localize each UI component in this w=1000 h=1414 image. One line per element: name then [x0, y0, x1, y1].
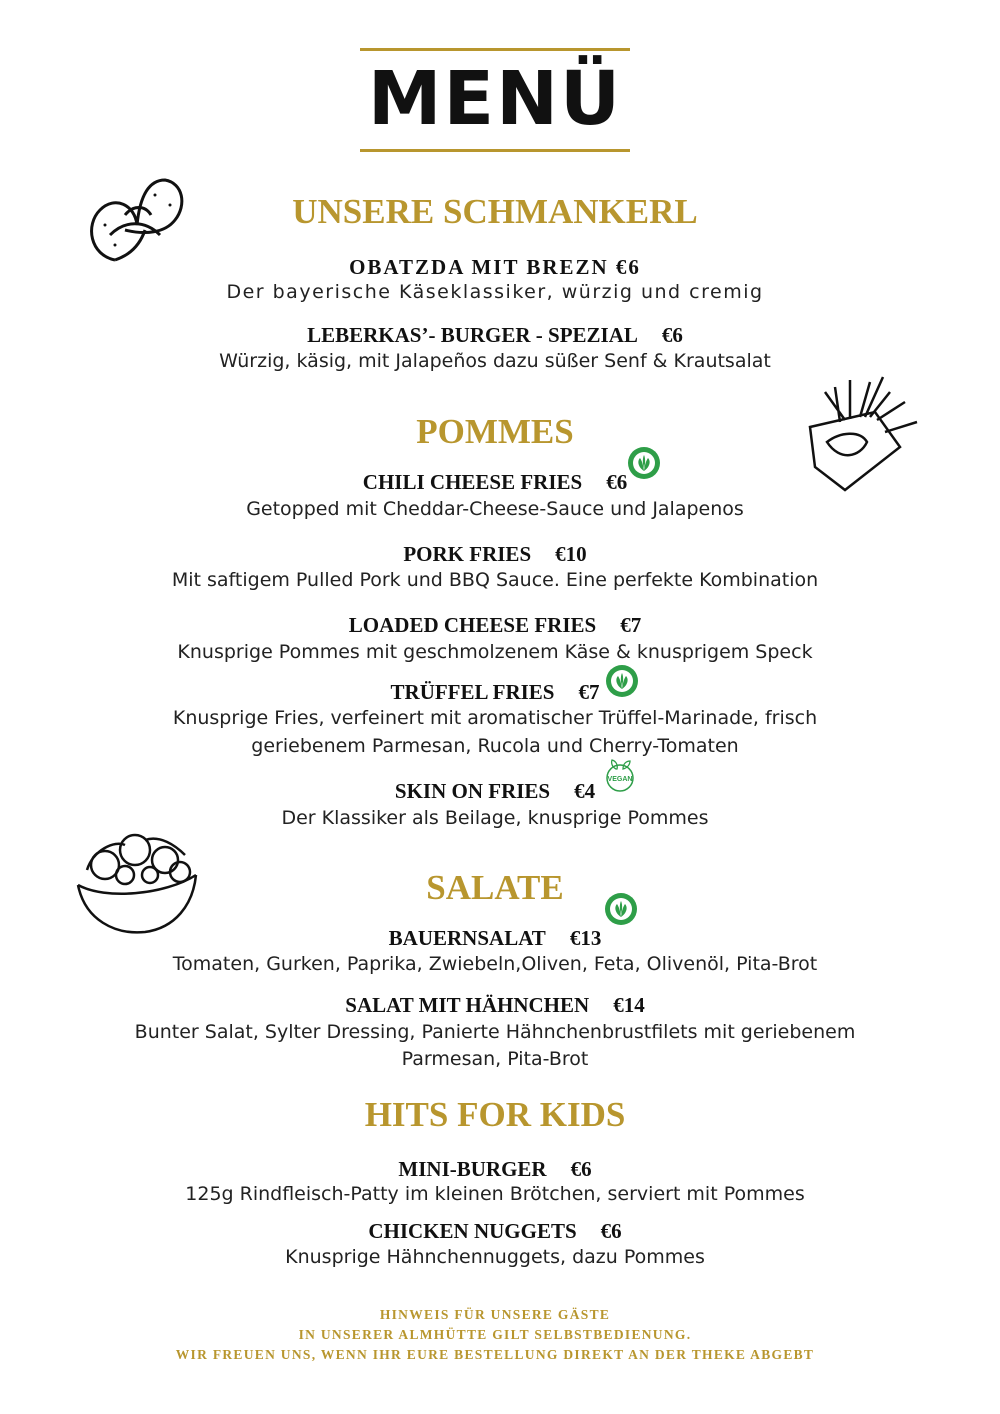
item-desc: Mit saftigem Pulled Pork und BBQ Sauce. Eine perfekte Kombination [171, 569, 819, 591]
footer-note-1: HINWEIS FÜR UNSERE GÄSTE [379, 1307, 611, 1322]
section-title-kids: HITS FOR KIDS [364, 1095, 626, 1134]
item-price: €6 [570, 1157, 592, 1181]
vegetarian-badge-icon [604, 892, 638, 926]
item-name: MINI-BURGER €6 [398, 1157, 592, 1181]
item-desc: Bunter Salat, Sylter Dressing, Panierte Hähnchenbrustfilets mit geriebenem [134, 1021, 856, 1043]
salad-bowl-icon [75, 830, 199, 938]
section-title-pommes: POMMES [416, 412, 574, 451]
item-price: €7 [620, 613, 642, 637]
item-desc: Knusprige Fries, verfeinert mit aromatischer Trüffel-Marinade, frisch [172, 707, 818, 729]
item-desc: Tomaten, Gurken, Paprika, Zwiebeln,Oliven, Feta, Olivenöl, Pita-Brot [172, 953, 818, 975]
top-rule [360, 48, 630, 51]
vegan-badge-icon [603, 758, 637, 792]
item-desc: geriebenem Parmesan, Rucola und Cherry-Tomaten [251, 735, 739, 757]
item-price: €6 [661, 323, 683, 347]
vegetarian-badge-icon [627, 446, 661, 480]
item-desc: Parmesan, Pita-Brot [401, 1048, 589, 1070]
item-desc: Getopped mit Cheddar-Cheese-Sauce und Jalapenos [246, 498, 744, 520]
pretzel-icon [85, 175, 187, 267]
footer-note-3: WIR FREUEN UNS, WENN IHR EURE BESTELLUNG DIREKT AN DER THEKE ABGEBT [175, 1347, 815, 1362]
item-price: €14 [613, 993, 645, 1017]
item-name: CHILI CHEESE FRIES €6 [362, 470, 628, 494]
item-desc: Der Klassiker als Beilage, knusprige Pommes [281, 807, 709, 829]
item-price: €4 [574, 779, 596, 803]
item-price: €13 [569, 926, 602, 950]
page-title: MENÜ [367, 56, 623, 142]
item-name: TRÜFFEL FRIES €7 [390, 680, 600, 704]
item-name: LEBERKAS’- BURGER - SPEZIAL €6 [307, 323, 683, 347]
item-price: €6 [615, 255, 641, 279]
vegetarian-badge-icon [605, 664, 639, 698]
item-price: €6 [600, 1219, 622, 1243]
item-price: €6 [606, 470, 628, 494]
item-name: SALAT MIT HÄHNCHEN €14 [345, 993, 645, 1017]
fries-icon [805, 372, 919, 492]
svg-text:VEGAN: VEGAN [607, 776, 633, 783]
item-name: SKIN ON FRIES €4 [394, 779, 596, 803]
section-title-schmankerl: UNSERE SCHMANKERL [292, 192, 698, 231]
item-desc: Knusprige Hähnchennuggets, dazu Pommes [285, 1246, 705, 1268]
item-desc: Würzig, käsig, mit Jalapeños dazu süßer Senf & Krautsalat [219, 350, 771, 372]
item-name: PORK FRIES €10 [403, 542, 587, 566]
item-name: OBATZDA MIT BREZN €6 [349, 255, 641, 279]
bottom-rule [360, 149, 630, 152]
item-desc: 125g Rindfleisch-Patty im kleinen Brötchen, serviert mit Pommes [185, 1183, 805, 1205]
section-title-salate: SALATE [426, 868, 564, 907]
item-price: €10 [555, 542, 587, 566]
item-desc: Knusprige Pommes mit geschmolzenem Käse & knusprigem Speck [177, 641, 813, 663]
item-name: BAUERNSALAT €13 [388, 926, 602, 950]
item-desc: Der bayerische Käseklassiker, würzig und cremig [226, 281, 764, 303]
item-price: €7 [578, 680, 600, 704]
footer-note-2: IN UNSERER ALMHÜTTE GILT SELBSTBEDIENUNG. [298, 1327, 692, 1342]
item-name: LOADED CHEESE FRIES €7 [348, 613, 642, 637]
item-name: CHICKEN NUGGETS €6 [368, 1219, 622, 1243]
